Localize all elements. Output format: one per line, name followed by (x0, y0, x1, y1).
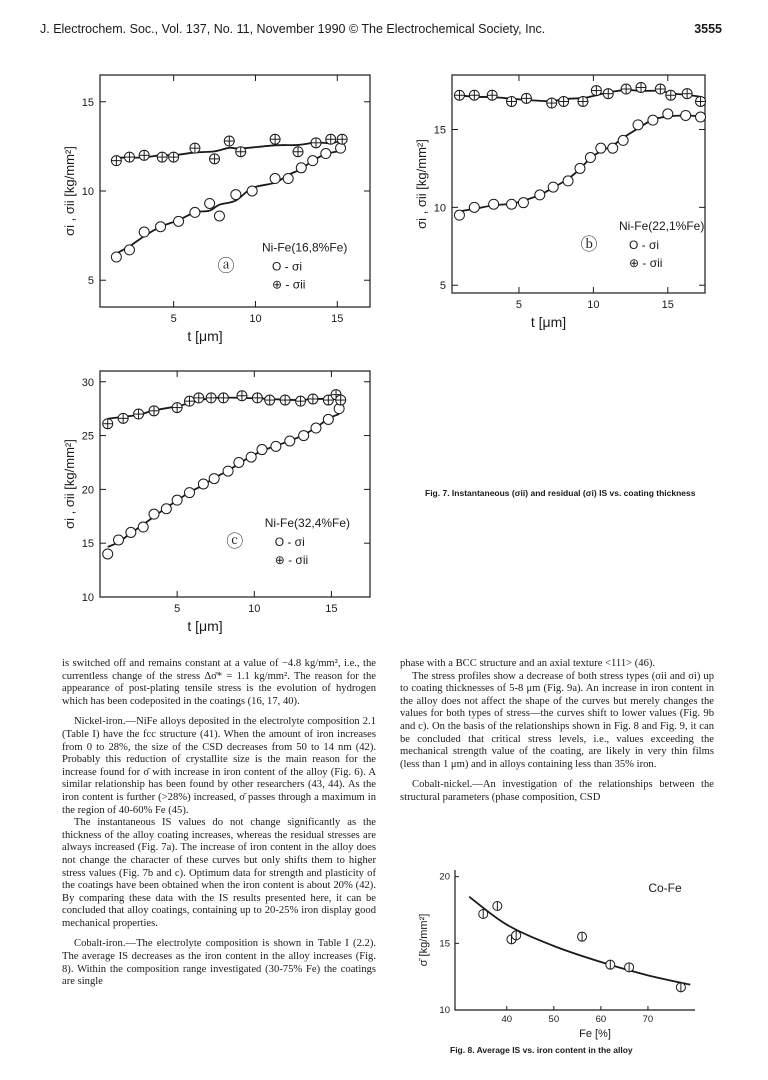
y-axis-label: σ̄ [kg/mm²] (418, 913, 430, 967)
x-tick-label: 15 (331, 313, 344, 325)
data-point (237, 391, 247, 401)
data-point (198, 479, 208, 489)
point-circle (608, 143, 618, 153)
legend-instantaneous: ⊕ - σii (274, 552, 309, 567)
data-point (114, 535, 124, 545)
legend-residual: O - σi (628, 237, 660, 252)
data-point (676, 983, 685, 992)
data-point (190, 207, 200, 217)
data-point (454, 210, 464, 220)
paragraph: The instantaneous IS values do not change significantly as the thickness of the alloy coating increases, whereas the residual stresses are always increased (Fig. 7a). The increase of iron content in the alloy does not change the character of these curves but only shifts them to higher stress values (Fig. 7b and c). Optimum data for strength and plasticity of the coatings have been obtained when the iron content is about 20% (42). By comparing these data with the IS results presented here, it can be concluded that alloy coatings, containing up to 20-25% iron display good mechanical properties. (62, 817, 376, 929)
data-point (655, 84, 665, 94)
data-point (633, 120, 643, 130)
data-point (311, 138, 321, 148)
data-point (223, 466, 233, 476)
series-curve-residual (116, 151, 340, 254)
data-point (308, 156, 318, 166)
x-tick-label: 50 (548, 1014, 560, 1025)
legend-alloy: Ni-Fe(16,8%Fe) (262, 240, 348, 255)
data-point (618, 135, 628, 145)
data-point (172, 403, 182, 413)
y-axis-label: σi , σii [kg/mm²] (62, 439, 77, 529)
data-point (299, 431, 309, 441)
data-point (493, 902, 502, 911)
x-tick-label: 5 (174, 603, 181, 615)
point-circle (247, 186, 257, 196)
data-point (157, 152, 167, 162)
point-circle (172, 495, 182, 505)
point-circle (563, 176, 573, 186)
point-circle (209, 474, 219, 484)
data-point (548, 182, 558, 192)
point-circle (103, 549, 113, 559)
y-tick-label: 10 (439, 1005, 450, 1016)
data-point (124, 245, 134, 255)
data-point (126, 527, 136, 537)
y-axis-label: σi , σii [kg/mm²] (414, 139, 429, 229)
data-point (336, 395, 346, 405)
data-point (621, 84, 631, 94)
data-point (547, 98, 557, 108)
x-axis-label: t [μm] (187, 328, 223, 344)
point-circle (535, 190, 545, 200)
point-circle (507, 199, 517, 209)
point-circle (663, 109, 673, 119)
x-tick-label: 5 (515, 299, 523, 311)
data-point (209, 474, 219, 484)
point-circle (174, 216, 184, 226)
journal-header: J. Electrochem. Soc., Vol. 137, No. 11, November 1990 © The Electrochemical Society, Inc. (40, 22, 546, 36)
point-circle (575, 163, 585, 173)
data-point (469, 90, 479, 100)
y-tick-label: 5 (439, 280, 446, 293)
y-tick-label: 10 (433, 202, 446, 215)
data-point (596, 143, 606, 153)
data-point (575, 163, 585, 173)
point-circle (285, 436, 295, 446)
data-point (174, 216, 184, 226)
data-point (210, 154, 220, 164)
data-point (578, 96, 588, 106)
data-point (308, 394, 318, 404)
point-circle (648, 115, 658, 125)
data-point (280, 395, 290, 405)
point-circle (585, 153, 595, 163)
point-circle (270, 174, 280, 184)
x-tick-label: 40 (501, 1014, 513, 1025)
chart-fig7a (58, 70, 388, 365)
paragraph: Nickel-iron.—NiFe alloys deposited in the electrolyte composition 2.1 (Table I) have the fcc structure (41). When the amount of iron increases from 0 to 28%, the size of the CSD decreases from 50 to 14 nm (42). Probably this reduction of crystallite size is the main reason for the increase found for σ̄ with increase in iron content of the alloy (Fig. 6). A similar relationship has been found by other researchers (43, 44). As the iron content is further (>28%) increased, σ̄ passes through a maximum in the region of 40-60% Fe (45). (62, 716, 376, 816)
data-point (161, 504, 171, 514)
x-tick-label: 10 (249, 313, 262, 325)
data-point (489, 199, 499, 209)
plot-frame (452, 75, 705, 293)
point-circle (336, 143, 346, 153)
point-circle (296, 163, 306, 173)
data-point (696, 96, 706, 106)
page-number: 3555 (694, 22, 722, 36)
data-point (454, 90, 464, 100)
point-circle (190, 207, 200, 217)
data-point (149, 509, 159, 519)
data-point (169, 152, 179, 162)
point-circle (223, 466, 233, 476)
chart-fig8 (405, 865, 715, 1045)
y-tick-label: 15 (81, 538, 94, 551)
x-tick-label: 60 (595, 1014, 607, 1025)
legend-alloy: Ni-Fe(32,4%Fe) (264, 515, 351, 530)
data-point (124, 152, 134, 162)
data-point (666, 90, 676, 100)
data-point (247, 186, 257, 196)
point-circle (489, 199, 499, 209)
y-axis-label: σi , σii [kg/mm²] (62, 146, 77, 236)
point-circle (124, 245, 134, 255)
data-point (625, 963, 634, 972)
y-tick-label: 25 (81, 430, 94, 443)
point-circle (111, 252, 121, 262)
data-point (149, 406, 159, 416)
y-tick-label: 20 (81, 484, 94, 497)
data-point (271, 441, 281, 451)
point-circle (156, 222, 166, 232)
point-circle (469, 202, 479, 212)
data-point (559, 96, 569, 106)
data-point (246, 452, 256, 462)
data-point (285, 436, 295, 446)
data-point (231, 190, 241, 200)
data-point (103, 419, 113, 429)
paragraph: phase with a BCC structure and an axial texture <111> (46). (400, 658, 656, 669)
point-circle (271, 441, 281, 451)
data-point (139, 150, 149, 160)
data-point (224, 136, 234, 146)
data-point (663, 109, 673, 119)
data-point (521, 93, 531, 103)
point-circle (234, 457, 244, 467)
panel-label: ⓐ (217, 256, 235, 276)
fig7-caption: Fig. 7. Instantaneous (σii) and residual (σi) IS vs. coating thickness (425, 488, 696, 498)
data-point (252, 393, 262, 403)
x-tick-label: 15 (661, 299, 674, 311)
data-point (190, 143, 200, 153)
data-point (293, 147, 303, 157)
x-tick-label: 70 (642, 1014, 654, 1025)
point-circle (214, 211, 224, 221)
point-circle (139, 227, 149, 237)
y-tick-label: 20 (439, 871, 450, 883)
data-point (257, 445, 267, 455)
paragraph: is switched off and remains constant at a value of −4.8 kg/mm², i.e., the currentless change of the stress Δσ̄* = 1.1 kg/mm². The reason for the appearance of post-plating tensile stress is the evolution of hydrogen which has been codeposited in the coatings (16, 17, 40). (62, 658, 376, 707)
point-circle (633, 120, 643, 130)
data-point (648, 115, 658, 125)
point-circle (114, 535, 124, 545)
paragraph: Cobalt-nickel.—An investigation of the relationships between the structural parameters (phase composition, CSD (400, 779, 714, 803)
data-point (194, 393, 204, 403)
data-point (591, 86, 601, 96)
point-circle (596, 143, 606, 153)
x-tick-label: 10 (587, 299, 600, 311)
point-circle (311, 423, 321, 433)
data-point (321, 149, 331, 159)
data-point (563, 176, 573, 186)
data-point (283, 174, 293, 184)
data-point (111, 156, 121, 166)
data-point (326, 134, 336, 144)
data-point (270, 174, 280, 184)
data-point (139, 227, 149, 237)
data-point (218, 393, 228, 403)
x-tick-label: 5 (170, 313, 177, 325)
data-point (172, 495, 182, 505)
data-point (103, 549, 113, 559)
paragraph: Cobalt-iron.—The electrolyte composition is shown in Table I (2.2). The average IS decreases as the iron content in the alloy increases (Fig. 8). Within the composition range investigated (30-75% Fe) the coatings are single (62, 938, 376, 988)
legend-alloy: Ni-Fe(22,1%Fe) (618, 218, 705, 233)
y-tick-label: 10 (81, 592, 94, 604)
data-point (206, 393, 216, 403)
panel-label: ⓑ (580, 234, 598, 254)
x-tick-label: 10 (248, 603, 261, 615)
legend-residual: O - σi (274, 534, 305, 549)
data-point (111, 252, 121, 262)
y-tick-label: 15 (81, 96, 94, 109)
point-circle (518, 198, 528, 208)
legend-instantaneous: ⊕ - σii (628, 255, 663, 270)
data-point (469, 202, 479, 212)
point-circle (283, 174, 293, 184)
point-circle (618, 135, 628, 145)
data-point (184, 488, 194, 498)
paragraph: The stress profiles show a decrease of both stress types (σii and σi) up to coating thicknesses of 5-8 μm (Fig. 9a). An increase in iron content in the alloy does not affect the shape of the curves but merely changes the values for both types of stress—the curves shift to lower values (Fig. 9b and c). On the basis of the relationships shown in Fig. 8 and Fig. 9, it can be concluded that critical stress levels, i.e., values exceeding the mechanical strength value of the coating, are likely in very thin films (less than 1 μm) and in alloys containing less than 35% iron. (400, 670, 714, 770)
point-circle (454, 210, 464, 220)
data-point (234, 457, 244, 467)
data-point (337, 134, 347, 144)
left-column-text (62, 658, 376, 989)
x-axis-label: t [μm] (530, 314, 567, 330)
data-point (323, 414, 333, 424)
right-column-text (400, 658, 714, 805)
point-circle (257, 445, 267, 455)
y-tick-label: 15 (433, 124, 446, 137)
data-point (296, 396, 306, 406)
point-circle (184, 488, 194, 498)
data-point (578, 932, 587, 941)
y-tick-label: 10 (81, 186, 94, 198)
data-point (205, 198, 215, 208)
point-circle (308, 156, 318, 166)
data-point (214, 211, 224, 221)
data-point (507, 199, 517, 209)
panel-label: ⓒ (226, 531, 244, 551)
data-point (681, 110, 691, 120)
data-point (682, 89, 692, 99)
data-point (236, 147, 246, 157)
legend-instantaneous: ⊕ - σii (272, 277, 306, 292)
point-circle (198, 479, 208, 489)
point-circle (299, 431, 309, 441)
data-point (270, 134, 280, 144)
data-point (487, 90, 497, 100)
data-point (512, 931, 521, 940)
data-point (156, 222, 166, 232)
chart-fig7b (390, 70, 720, 335)
point-circle (681, 110, 691, 120)
point-circle (231, 190, 241, 200)
point-circle (548, 182, 558, 192)
data-point (336, 143, 346, 153)
point-circle (205, 198, 215, 208)
data-point (507, 96, 517, 106)
data-point (184, 396, 194, 406)
data-point (606, 960, 615, 969)
data-point (311, 423, 321, 433)
data-point (134, 409, 144, 419)
point-circle (246, 452, 256, 462)
data-point (696, 112, 706, 122)
data-point (479, 910, 488, 919)
data-point (608, 143, 618, 153)
data-point (535, 190, 545, 200)
data-point (296, 163, 306, 173)
point-circle (149, 509, 159, 519)
point-circle (696, 112, 706, 122)
x-tick-label: 15 (325, 603, 338, 615)
y-tick-label: 5 (87, 275, 94, 288)
fig8-caption: Fig. 8. Average IS vs. iron content in the alloy (450, 1045, 633, 1055)
panel-label: Co-Fe (648, 881, 682, 895)
point-circle (161, 504, 171, 514)
data-point (636, 82, 646, 92)
point-circle (138, 522, 148, 532)
legend-residual: O - σi (272, 259, 303, 274)
data-point (603, 89, 613, 99)
x-axis-label: t [μm] (187, 618, 223, 634)
y-tick-label: 15 (439, 938, 450, 950)
point-circle (323, 414, 333, 424)
data-point (138, 522, 148, 532)
data-point (265, 395, 275, 405)
data-point (518, 198, 528, 208)
data-point (118, 413, 128, 423)
y-tick-label: 30 (81, 376, 94, 389)
chart-fig7c (58, 366, 388, 646)
point-circle (321, 149, 331, 159)
data-point (585, 153, 595, 163)
x-axis-label: Fe [%] (579, 1028, 611, 1040)
point-circle (126, 527, 136, 537)
